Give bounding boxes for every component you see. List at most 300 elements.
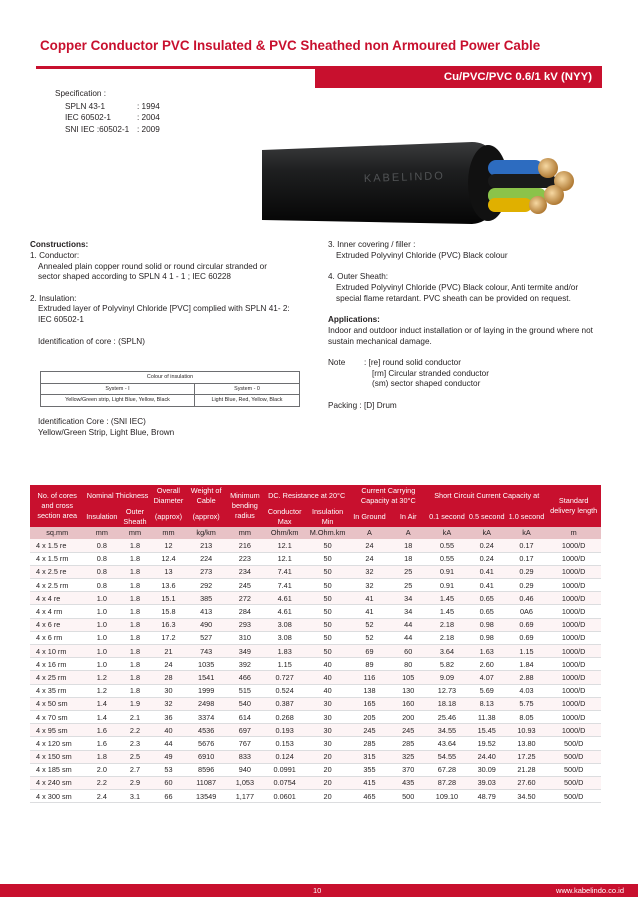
table-cell: 0.524 xyxy=(264,684,306,697)
table-row xyxy=(30,710,601,723)
table-cell: 1999 xyxy=(186,684,226,697)
table-cell: 0.65 xyxy=(467,592,507,605)
conductor-text: Annealed plain copper round solid or round circular stranded or xyxy=(38,261,267,271)
table-cell: 0.17 xyxy=(507,552,547,565)
spec-item xyxy=(55,112,160,124)
table-cell: 40 xyxy=(306,658,350,671)
table-row xyxy=(30,618,601,631)
table-cell: 1.0 xyxy=(84,592,119,605)
table-cell: 1.15 xyxy=(507,645,547,658)
unit-cell: kA xyxy=(427,527,467,539)
table-cell: 40 xyxy=(306,684,350,697)
table-row xyxy=(30,645,601,658)
table-cell: 67.28 xyxy=(427,763,467,776)
table-cell: 285 xyxy=(389,737,427,750)
inner-covering-text: Extruded Polyvinyl Chloride (PVC) Black colour xyxy=(336,250,508,260)
table-cell: 30 xyxy=(306,737,350,750)
table-cell: 4 x 70 sm xyxy=(30,710,84,723)
table-cell: 0.727 xyxy=(264,671,306,684)
table-cell: 50 xyxy=(306,539,350,552)
table-cell: 614 xyxy=(226,710,264,723)
table-cell: 40 xyxy=(151,724,187,737)
outer-sheath-title: 4. Outer Sheath: xyxy=(328,272,389,282)
table-cell: 4 x 1.5 re xyxy=(30,539,84,552)
page-title: Copper Conductor PVC Insulated & PVC Sheathed non Armoured Power Cable xyxy=(40,38,541,53)
table-cell: 0.55 xyxy=(427,552,467,565)
table-cell: 32 xyxy=(350,579,390,592)
table-cell: 415 xyxy=(350,776,390,789)
table-cell: 60 xyxy=(389,645,427,658)
table-cell: 325 xyxy=(389,750,427,763)
th-0-1-second: 0.1 second xyxy=(427,507,467,527)
table-cell: 28 xyxy=(151,671,187,684)
unit-cell: sq.mm xyxy=(30,527,84,539)
table-cell: 12.1 xyxy=(264,552,306,565)
table-cell: 15.8 xyxy=(151,605,187,618)
table-cell: 69 xyxy=(350,645,390,658)
table-cell: 41 xyxy=(350,592,390,605)
table-cell: 4 x 35 rm xyxy=(30,684,84,697)
table-cell: 4.03 xyxy=(507,684,547,697)
table-cell: 30 xyxy=(306,697,350,710)
table-cell: 767 xyxy=(226,737,264,750)
table-cell: 34.55 xyxy=(427,724,467,737)
table-cell: 3.64 xyxy=(427,645,467,658)
table-cell: 0.29 xyxy=(507,579,547,592)
identification-sni-block xyxy=(38,416,174,438)
table-cell: 52 xyxy=(350,618,390,631)
applications-heading: Applications: xyxy=(328,314,380,324)
th-nominal-thickness: Nominal Thickness xyxy=(84,485,150,507)
table-cell: 165 xyxy=(350,697,390,710)
th-in-ground: In Ground xyxy=(350,507,390,527)
note-row xyxy=(328,358,608,369)
table-cell: 24 xyxy=(151,658,187,671)
page-number: 10 xyxy=(313,886,322,895)
table-cell: 13.6 xyxy=(151,579,187,592)
insulation-text: Extruded layer of Polyvinyl Chloride [PVC] complied with SPLN 41- 2: xyxy=(38,304,290,314)
table-cell: 30 xyxy=(151,684,187,697)
table-cell: 540 xyxy=(226,697,264,710)
table-cell: 1.0 xyxy=(84,631,119,644)
table-cell: 32 xyxy=(350,565,390,578)
table-cell: 20 xyxy=(306,790,350,803)
table-cell: 833 xyxy=(226,750,264,763)
table-row xyxy=(30,724,601,737)
table-cell: 4 x 2.5 re xyxy=(30,565,84,578)
th-current-capacity: Current Carrying Capacity at 30°C xyxy=(350,485,427,507)
table-cell: 4 x 4 re xyxy=(30,592,84,605)
th-approx: (approx) xyxy=(186,507,226,527)
table-cell: 1000/D xyxy=(546,671,601,684)
table-cell: 1.15 xyxy=(264,658,306,671)
unit-cell: A xyxy=(350,527,390,539)
table-cell: 500/D xyxy=(546,763,601,776)
table-cell: 1000/D xyxy=(546,579,601,592)
insulation-text: IEC 60502-1 xyxy=(38,315,84,325)
table-cell: 1000/D xyxy=(546,618,601,631)
table-row xyxy=(30,658,601,671)
constructions-right-column xyxy=(328,240,608,412)
unit-cell: M.Ohm.km xyxy=(306,527,350,539)
table-cell: 27.60 xyxy=(507,776,547,789)
table-cell: 109.10 xyxy=(427,790,467,803)
specification-heading: Specification : xyxy=(55,89,106,98)
table-cell: 25.46 xyxy=(427,710,467,723)
colour-table-header: Colour of insulation xyxy=(41,372,300,384)
table-cell: 13.80 xyxy=(507,737,547,750)
table-cell: 0.41 xyxy=(467,579,507,592)
table-cell: 20 xyxy=(306,776,350,789)
th-short-circuit: Short Circuit Current Capacity at xyxy=(427,485,546,507)
table-cell: 4 x 240 sm xyxy=(30,776,84,789)
spec-table-body xyxy=(30,539,601,803)
table-row xyxy=(30,790,601,803)
th-outer-sheath: Outer Sheath xyxy=(119,507,150,527)
table-cell: 1000/D xyxy=(546,724,601,737)
table-cell: 1000/D xyxy=(546,658,601,671)
unit-cell: mm xyxy=(226,527,264,539)
table-cell: 2498 xyxy=(186,697,226,710)
table-cell: 50 xyxy=(306,565,350,578)
table-cell: 1.4 xyxy=(84,697,119,710)
table-cell: 53 xyxy=(151,763,187,776)
table-cell: 223 xyxy=(226,552,264,565)
spec-standard: SNI IEC :60502-1 xyxy=(65,124,130,134)
unit-cell: kg/km xyxy=(186,527,226,539)
insulation-title: 2. Insulation: xyxy=(30,293,77,303)
table-cell: 12.73 xyxy=(427,684,467,697)
table-cell: 50 xyxy=(306,552,350,565)
table-cell: 234 xyxy=(226,565,264,578)
table-cell: 2.18 xyxy=(427,631,467,644)
table-cell: 0.65 xyxy=(467,605,507,618)
table-cell: 293 xyxy=(226,618,264,631)
th-weight: Weight of Cable xyxy=(186,485,226,507)
table-cell: 34.50 xyxy=(507,790,547,803)
table-row xyxy=(30,552,601,565)
table-cell: 12 xyxy=(151,539,187,552)
table-cell: 1.2 xyxy=(84,684,119,697)
table-cell: 490 xyxy=(186,618,226,631)
unit-cell: mm xyxy=(151,527,187,539)
table-cell: 500/D xyxy=(546,737,601,750)
table-cell: 0.17 xyxy=(507,539,547,552)
table-cell: 245 xyxy=(226,579,264,592)
table-row xyxy=(30,776,601,789)
table-cell: 24.40 xyxy=(467,750,507,763)
table-cell: 1.8 xyxy=(119,552,150,565)
table-cell: 20 xyxy=(306,750,350,763)
table-cell: 25 xyxy=(389,565,427,578)
table-cell: 0.69 xyxy=(507,618,547,631)
table-cell: 4 x 150 sm xyxy=(30,750,84,763)
cable-brand-text: KABELINDO xyxy=(363,170,446,185)
table-cell: 413 xyxy=(186,605,226,618)
table-cell: 4 x 2.5 rm xyxy=(30,579,84,592)
th-dc-resistance: DC. Resistance at 20°C xyxy=(264,485,350,507)
table-cell: 1.2 xyxy=(84,671,119,684)
table-cell: 0.24 xyxy=(467,552,507,565)
identification-spln: Identification of core : (SPLN) xyxy=(38,336,145,346)
table-cell: 30 xyxy=(306,724,350,737)
table-cell: 8.13 xyxy=(467,697,507,710)
table-cell: 3.1 xyxy=(119,790,150,803)
table-cell: 1.63 xyxy=(467,645,507,658)
table-cell: 527 xyxy=(186,631,226,644)
table-cell: 500/D xyxy=(546,750,601,763)
table-cell: 1000/D xyxy=(546,592,601,605)
table-cell: 15.1 xyxy=(151,592,187,605)
table-cell: 36 xyxy=(151,710,187,723)
table-cell: 30.09 xyxy=(467,763,507,776)
table-cell: 743 xyxy=(186,645,226,658)
table-cell: 34 xyxy=(389,605,427,618)
table-cell: 18 xyxy=(389,539,427,552)
table-cell: 19.52 xyxy=(467,737,507,750)
table-cell: 0.153 xyxy=(264,737,306,750)
units-row xyxy=(30,527,601,539)
table-row xyxy=(30,579,601,592)
table-cell: 0.193 xyxy=(264,724,306,737)
table-cell: 0.8 xyxy=(84,579,119,592)
unit-cell: mm xyxy=(119,527,150,539)
table-cell: 5.82 xyxy=(427,658,467,671)
table-cell: 2.9 xyxy=(119,776,150,789)
table-row xyxy=(30,737,601,750)
table-row xyxy=(30,539,601,552)
constructions-column xyxy=(30,240,320,347)
spec-standard: SPLN 43-1 xyxy=(65,101,106,111)
table-cell: 0.69 xyxy=(507,631,547,644)
table-cell: 697 xyxy=(226,724,264,737)
footer-website: www.kabelindo.co.id xyxy=(556,886,624,895)
constructions-heading: Constructions: xyxy=(30,240,89,249)
table-cell: 1035 xyxy=(186,658,226,671)
unit-cell: kA xyxy=(507,527,547,539)
table-cell: 4 x 16 rm xyxy=(30,658,84,671)
table-cell: 272 xyxy=(226,592,264,605)
table-cell: 6910 xyxy=(186,750,226,763)
system-i-colours: Yellow/Green strip, Light Blue, Yellow, Black xyxy=(41,395,195,407)
system-0-colours: Light Blue, Red, Yellow, Black xyxy=(195,395,300,407)
table-row xyxy=(30,565,601,578)
outer-sheath-text: special flame retardant. PVC sheath can be provided on request. xyxy=(336,293,571,303)
table-cell: 0.91 xyxy=(427,565,467,578)
table-cell: 500/D xyxy=(546,790,601,803)
applications-text: sustain mechanical damage. xyxy=(328,336,432,346)
table-cell: 1000/D xyxy=(546,552,601,565)
table-cell: 2.5 xyxy=(119,750,150,763)
table-cell: 3.08 xyxy=(264,618,306,631)
table-cell: 44 xyxy=(151,737,187,750)
table-cell: 3374 xyxy=(186,710,226,723)
table-cell: 15.45 xyxy=(467,724,507,737)
table-cell: 2.1 xyxy=(119,710,150,723)
table-cell: 1.0 xyxy=(84,658,119,671)
unit-cell: A xyxy=(389,527,427,539)
table-cell: 12.1 xyxy=(264,539,306,552)
table-cell: 1.0 xyxy=(84,605,119,618)
table-cell: 1.0 xyxy=(84,645,119,658)
page-footer xyxy=(0,884,638,897)
th-delivery-length: Standard delivery length xyxy=(546,485,601,527)
table-cell: 89 xyxy=(350,658,390,671)
table-cell: 80 xyxy=(389,658,427,671)
table-cell: 4 x 25 rm xyxy=(30,671,84,684)
table-cell: 4 x 300 sm xyxy=(30,790,84,803)
table-cell: 13 xyxy=(151,565,187,578)
table-cell: 39.03 xyxy=(467,776,507,789)
system-i-label: System - I xyxy=(41,383,195,395)
table-cell: 0.24 xyxy=(467,539,507,552)
table-cell: 466 xyxy=(226,671,264,684)
table-cell: 48.79 xyxy=(467,790,507,803)
table-row xyxy=(30,697,601,710)
table-cell: 87.28 xyxy=(427,776,467,789)
table-cell: 200 xyxy=(389,710,427,723)
table-cell: 66 xyxy=(151,790,187,803)
table-cell: 54.55 xyxy=(427,750,467,763)
table-cell: 1.84 xyxy=(507,658,547,671)
table-cell: 1.9 xyxy=(119,697,150,710)
table-cell: 370 xyxy=(389,763,427,776)
table-row xyxy=(30,605,601,618)
table-cell: 245 xyxy=(350,724,390,737)
inner-covering-title: 3. Inner covering / filler : xyxy=(328,240,416,249)
table-cell: 44 xyxy=(389,631,427,644)
table-cell: 34 xyxy=(389,592,427,605)
applications-text: Indoor and outdoor induct installation or of laying in the ground where not xyxy=(328,325,593,335)
table-cell: 0.387 xyxy=(264,697,306,710)
table-cell: 1,053 xyxy=(226,776,264,789)
table-cell: 349 xyxy=(226,645,264,658)
cable-image xyxy=(262,138,592,233)
table-row xyxy=(30,684,601,697)
table-cell: 0.8 xyxy=(84,552,119,565)
table-cell: 1.8 xyxy=(119,658,150,671)
table-cell: 1000/D xyxy=(546,710,601,723)
table-cell: 0.0754 xyxy=(264,776,306,789)
identification-sni-heading: Identification Core : (SNI IEC) xyxy=(38,417,146,426)
table-cell: 52 xyxy=(350,631,390,644)
unit-cell: kA xyxy=(467,527,507,539)
table-cell: 2.18 xyxy=(427,618,467,631)
table-cell: 1.6 xyxy=(84,737,119,750)
table-cell: 465 xyxy=(350,790,390,803)
table-cell: 500/D xyxy=(546,776,601,789)
th-0-5-second: 0.5 second xyxy=(467,507,507,527)
spec-item xyxy=(55,101,160,113)
table-cell: 4.61 xyxy=(264,592,306,605)
table-cell: 1.8 xyxy=(119,539,150,552)
table-cell: 4 x 50 sm xyxy=(30,697,84,710)
table-cell: 1000/D xyxy=(546,631,601,644)
table-cell: 10.93 xyxy=(507,724,547,737)
table-cell: 30 xyxy=(306,710,350,723)
table-cell: 20 xyxy=(306,763,350,776)
table-cell: 50 xyxy=(306,592,350,605)
system-0-label: System - 0 xyxy=(195,383,300,395)
table-cell: 2.60 xyxy=(467,658,507,671)
table-cell: 1.8 xyxy=(84,750,119,763)
th-conductor-max: Conductor Max xyxy=(264,507,306,527)
table-cell: 1000/D xyxy=(546,565,601,578)
table-row xyxy=(30,592,601,605)
table-cell: 43.64 xyxy=(427,737,467,750)
table-cell: 1.8 xyxy=(119,592,150,605)
table-cell: 60 xyxy=(151,776,187,789)
table-cell: 17.25 xyxy=(507,750,547,763)
th-approx: (approx) xyxy=(151,507,187,527)
table-cell: 32 xyxy=(151,697,187,710)
table-row xyxy=(30,750,601,763)
specification-block xyxy=(55,88,160,135)
table-cell: 1000/D xyxy=(546,539,601,552)
table-cell: 4 x 6 rm xyxy=(30,631,84,644)
table-cell: 41 xyxy=(350,605,390,618)
table-cell: 4 x 1.5 rm xyxy=(30,552,84,565)
table-cell: 25 xyxy=(389,579,427,592)
table-cell: 7.41 xyxy=(264,579,306,592)
table-cell: 0.41 xyxy=(467,565,507,578)
table-cell: 385 xyxy=(186,592,226,605)
table-cell: 1.8 xyxy=(119,671,150,684)
table-cell: 4 x 4 rm xyxy=(30,605,84,618)
th-cores: No. of cores and cross section area xyxy=(30,485,84,527)
table-cell: 315 xyxy=(350,750,390,763)
table-cell: 9.09 xyxy=(427,671,467,684)
th-insulation: Insulation xyxy=(84,507,119,527)
table-cell: 0.8 xyxy=(84,539,119,552)
cable-spec-table xyxy=(30,485,601,803)
table-cell: 940 xyxy=(226,763,264,776)
table-cell: 17.2 xyxy=(151,631,187,644)
table-cell: 213 xyxy=(186,539,226,552)
table-cell: 4 x 10 rm xyxy=(30,645,84,658)
table-cell: 4 x 95 sm xyxy=(30,724,84,737)
table-cell: 392 xyxy=(226,658,264,671)
table-cell: 50 xyxy=(306,605,350,618)
table-cell: 138 xyxy=(350,684,390,697)
table-cell: 50 xyxy=(306,579,350,592)
table-cell: 1000/D xyxy=(546,684,601,697)
table-cell: 1.0 xyxy=(84,618,119,631)
table-cell: 292 xyxy=(186,579,226,592)
table-cell: 0.55 xyxy=(427,539,467,552)
spec-item xyxy=(55,124,160,136)
outer-sheath-text: Extruded Polyvinyl Chloride (PVC) Black colour, Anti termite and/or xyxy=(336,282,579,292)
table-cell: 355 xyxy=(350,763,390,776)
table-cell: 5676 xyxy=(186,737,226,750)
table-cell: 13549 xyxy=(186,790,226,803)
table-cell: 8596 xyxy=(186,763,226,776)
table-cell: 7.41 xyxy=(264,565,306,578)
table-cell: 1000/D xyxy=(546,605,601,618)
table-cell: 1.4 xyxy=(84,710,119,723)
th-insulation-min: Insulation Min xyxy=(306,507,350,527)
table-cell: 0.46 xyxy=(507,592,547,605)
table-cell: 50 xyxy=(306,618,350,631)
table-cell: 24 xyxy=(350,539,390,552)
table-cell: 4.07 xyxy=(467,671,507,684)
packing-text: Packing : [D] Drum xyxy=(328,400,397,410)
cable-type-banner: Cu/PVC/PVC 0.6/1 kV (NYY) xyxy=(315,66,602,88)
table-cell: 284 xyxy=(226,605,264,618)
table-row xyxy=(30,763,601,776)
table-cell: 1,177 xyxy=(226,790,264,803)
table-cell: 1.45 xyxy=(427,592,467,605)
